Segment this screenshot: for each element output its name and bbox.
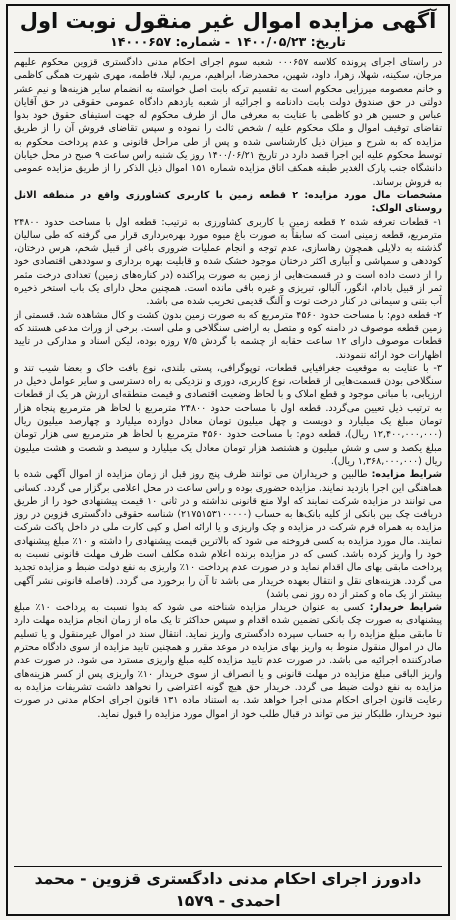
buyer-conditions-paragraph [14, 601, 442, 721]
notice-signature: دادورز اجرای احکام مدنی دادگستری قزوین - محمد احمدی - ۱۵۷۹ [14, 866, 442, 912]
property-spec-heading: مشخصات مال مورد مزایده: ۲ قطعه زمین با کاربری کشاورزی واقع در منطقه الانل روستای الولک: [14, 189, 442, 215]
item-2-paragraph: ۲- قطعه دوم: با مساحت حدود ۴۵۶۰ مترمربع که به صورت زمین بدون کشت و کال مشاهده شد. قسمتی از زمین قطعه موصوف در دامنه کوه و متصل به اراضی سنگلاخی و ملی است. برخی از وراث مدعی هستند که قطعات موصوف دارای ۱۲ ساعت حقابه از چشمه با گردش ۷/۵ روزه بوده، لیکن اسناد و مدارکی در تایید اظهارات خود ارائه ننمودند. [14, 309, 442, 361]
notice-reference [14, 34, 442, 53]
item-3-paragraph: ۳- با عنایت به موقعیت جغرافیایی قطعات، توپوگرافی، پستی بلندی، نوع بافت خاک و بعضا شیب تند و سنگلاخی بودن قسمت‌هایی از قطعات، نوع کاربری، دوری و نزدیکی به راه دسترسی و سایر عوامل دخیل در ارزیابی، با مبانی موجود و قطع املاک و با لحاظ وضعیت اقتصادی و قیمت منطقه‌ای ارزش هر یک از قطعات به ترتیب ذیل تعیین می‌گردد. قطعه اول با مساحت حدود ۲۴۸۰۰ مترمربع با لحاظ هر مترمربع پنجاه هزار تومان مبلغ یک میلیارد و دویست و چهل میلیون تومان معادل دوازده میلیارد و چهارصد میلیون ریال (۱۲,۴۰۰,۰۰۰,۰۰۰ ریال)، قطعه دوم: با مساحت حدود ۴۵۶۰ مترمربع با لحاظ هر مترمربع سی هزار تومان مبلغ یکصد و سی و شش میلیون و هشتصد هزار تومان معادل یک میلیارد و سیصد و شصت و هشت میلیون ریال (۱,۳۶۸,۰۰۰,۰۰۰ ریال). [14, 362, 442, 467]
buyer-conditions-text: کسی به عنوان خریدار مزایده شناخته می شود که بدوا نسبت به پرداخت ۱۰٪ مبلغ پیشنهادی به صورت چک بانکی تضمین شده اقدام و سپس حداکثر تا یک ماه از زمان انجام مزایده مهلت دارد تا مابقی مبلغ مزایده را به حساب سپرده دادگستری واریز نماید. انتقال سند در اموال غیرمنقول و یا تسلیم مال در اموال منقول منوط به واریز بهای مزایده در موعد مقرر و همچنین تایید مزایده از سوی دادگاه محترم صادرکننده اجرائیه می باشد. در صورت عدم تایید مزایده کلیه مبلغ واریزی مسترد می شود. در صورت عدم واریز الباقی مبلغ مزایده در مهلت قانونی و یا انصراف از سوی خریدار ۱۰٪ واریزی پس از کسر هزینه‌های مزایده به نفع دولت ضبط می گردد. خریدار حق هیچ گونه اعتراضی را نخواهد داشت تشریفات مزایده به رعایت قانون اجرای احکام مدنی اجرا خواهد شد. به استناد ماده ۱۳۱ قانون اجرای احکام مدنی در صورت نبود خریدار، طلبکار نیز می تواند در قبال طلب خود از اموال مورد مزایده را قبول نماید. [14, 602, 442, 720]
notice-number: - شماره: ۱۴۰۰۰۶۵۷ [110, 34, 231, 49]
auction-conditions-paragraph [14, 468, 442, 601]
item-1-paragraph: ۱- قطعات تعرفه شده ۲ قطعه زمین با کاربری کشاورزی به ترتیب: قطعه اول با مساحت حدود ۲۴۸۰۰ مترمربع، قطعه زمینی است که سابقاً به صورت باغ میوه مورد بهره‌برداری قرار می گرفته که طی سالیان گذشته به دلایلی همچون رهاسازی، عدم توجه و انجام عملیات ضروری باغی از قبیل شخم، هرس درختان، کوددهی و سمپاشی و آبیاری اکثر درختان موجود خشک شده و قابلیت بهره برداری و سوددهی اقتصادی خود را از دست داده است و در قسمت‌هایی از زمین به صورت پراکنده (در کناره‌های زمین) تعدادی درخت مثمر ثمر از قبیل بادام، انگور، آلبالو، تبریزی و غیره باقی مانده است. همچنین محل دارای یک باب استخر ذخیره آب بتنی و سیمانی در کنار درخت توت و آلنگ قدیمی تخریب شده می باشد. [14, 216, 442, 308]
notice-title: آگهی مزایده اموال غیر منقول نوبت اول [19, 9, 437, 33]
intro-paragraph: در راستای اجرای پرونده کلاسه ۰۰۰۶۵۷ شعبه سوم اجرای احکام مدنی دادگستری قزوین محکوم علیهم مرجان، سکینه، شهلا، زهرا، داود، شهین، محمدرضا، ابراهیم، مریم، لیلا، فاطمه، مهری شهرت همگی کاظمی و خانم معصومه میرزایی محکوم است به تقسیم ترکه بابت اصل خواسته به انضمام سایر هزینه‌ها و نیم عشر دولتی در حق صندوق دولت بابت دادنامه و اجرائیه از شعبه یازدهم دادگاه عمومی حقوقی در حق آقایان عباس و حسین هر دو کاظمی با عنایت به معرفی مال از طرف محکوم له جهت استیفای حقوق خود بدوا تقاضای توقیف اموال و ملک محکوم علیه / شخص ثالث را نموده و سپس تقاضای فروش آن را از طریق مزایده که به شرح و میزان ذیل کارشناسی شده و پس از طی مراحل قانونی و عدم پرداخت محکوم به توسط محکوم علیه این اجرا قصد دارد در تاریخ ۱۴۰۰/۰۶/۲۱ روز یک شنبه راس ساعت ۹ صبح در محل خیابان دانشگاه جنب پارک الغدیر طبقه همکف اتاق مزایده شماره ۱۵۱ اموال ذیل الذکر را از طریق مزایده عمومی به فروش برساند. [14, 57, 442, 188]
auction-conditions-label: شرایط مزایده: [371, 469, 442, 481]
notice-frame [6, 4, 450, 916]
notice-body [14, 56, 442, 866]
notice-date: تاریخ: ۱۴۰۰/۰۵/۲۳ [236, 34, 346, 49]
auction-conditions-text: طالبین و خریداران می توانند ظرف پنج روز قبل از زمان مزایده از اموال آگهی شده با هماهنگی این اجرا بازدید نمایند. مزایده حضوری بوده و راس ساعت در محل اعلامی برگزار می گردد. کسانی می توانند در مزایده شرکت نمایند که اولا منع قانونی نداشته و در ثانی ۱۰ قیمت پیشنهادی خود را از طریق دریافت چک بین بانکی از کلیه بانک‌ها به حساب (۲۱۷۵۱۵۳۱۰۰۰۰۰) شناسه حقوقی دادگستری قزوین در روز مزایده به همراه فرم شرکت در مزایده و چک واریزی و یا ارائه اصل و کپی کارت ملی در داخل پاکت شرکت نمایند. مال مورد مزایده به کسی فروخته می شود که بالاترین قیمت پیشنهادی را داشته و ۱۰٪ مبلغ پیشنهادی خود را واریز کرده باشد. کسی که در مزایده برنده اعلام شده مکلف است ظرف مهلت قانونی نسبت به پرداخت مابقی بهای مال اقدام نماید و در صورت عدم پرداخت ۱۰٪ واریزی به نفع دولت ضبط و مزایده تجدید می گردد. هزینه‌های نقل و انتقال بعهده خریدار می باشد تا آن را برخورد می گردد. (فاصله قانونی نشر آگهی بیشتر از یک ماه و کمتر از ده روز نمی باشد) [14, 469, 442, 600]
buyer-conditions-label: شرایط خریدار: [369, 602, 442, 614]
